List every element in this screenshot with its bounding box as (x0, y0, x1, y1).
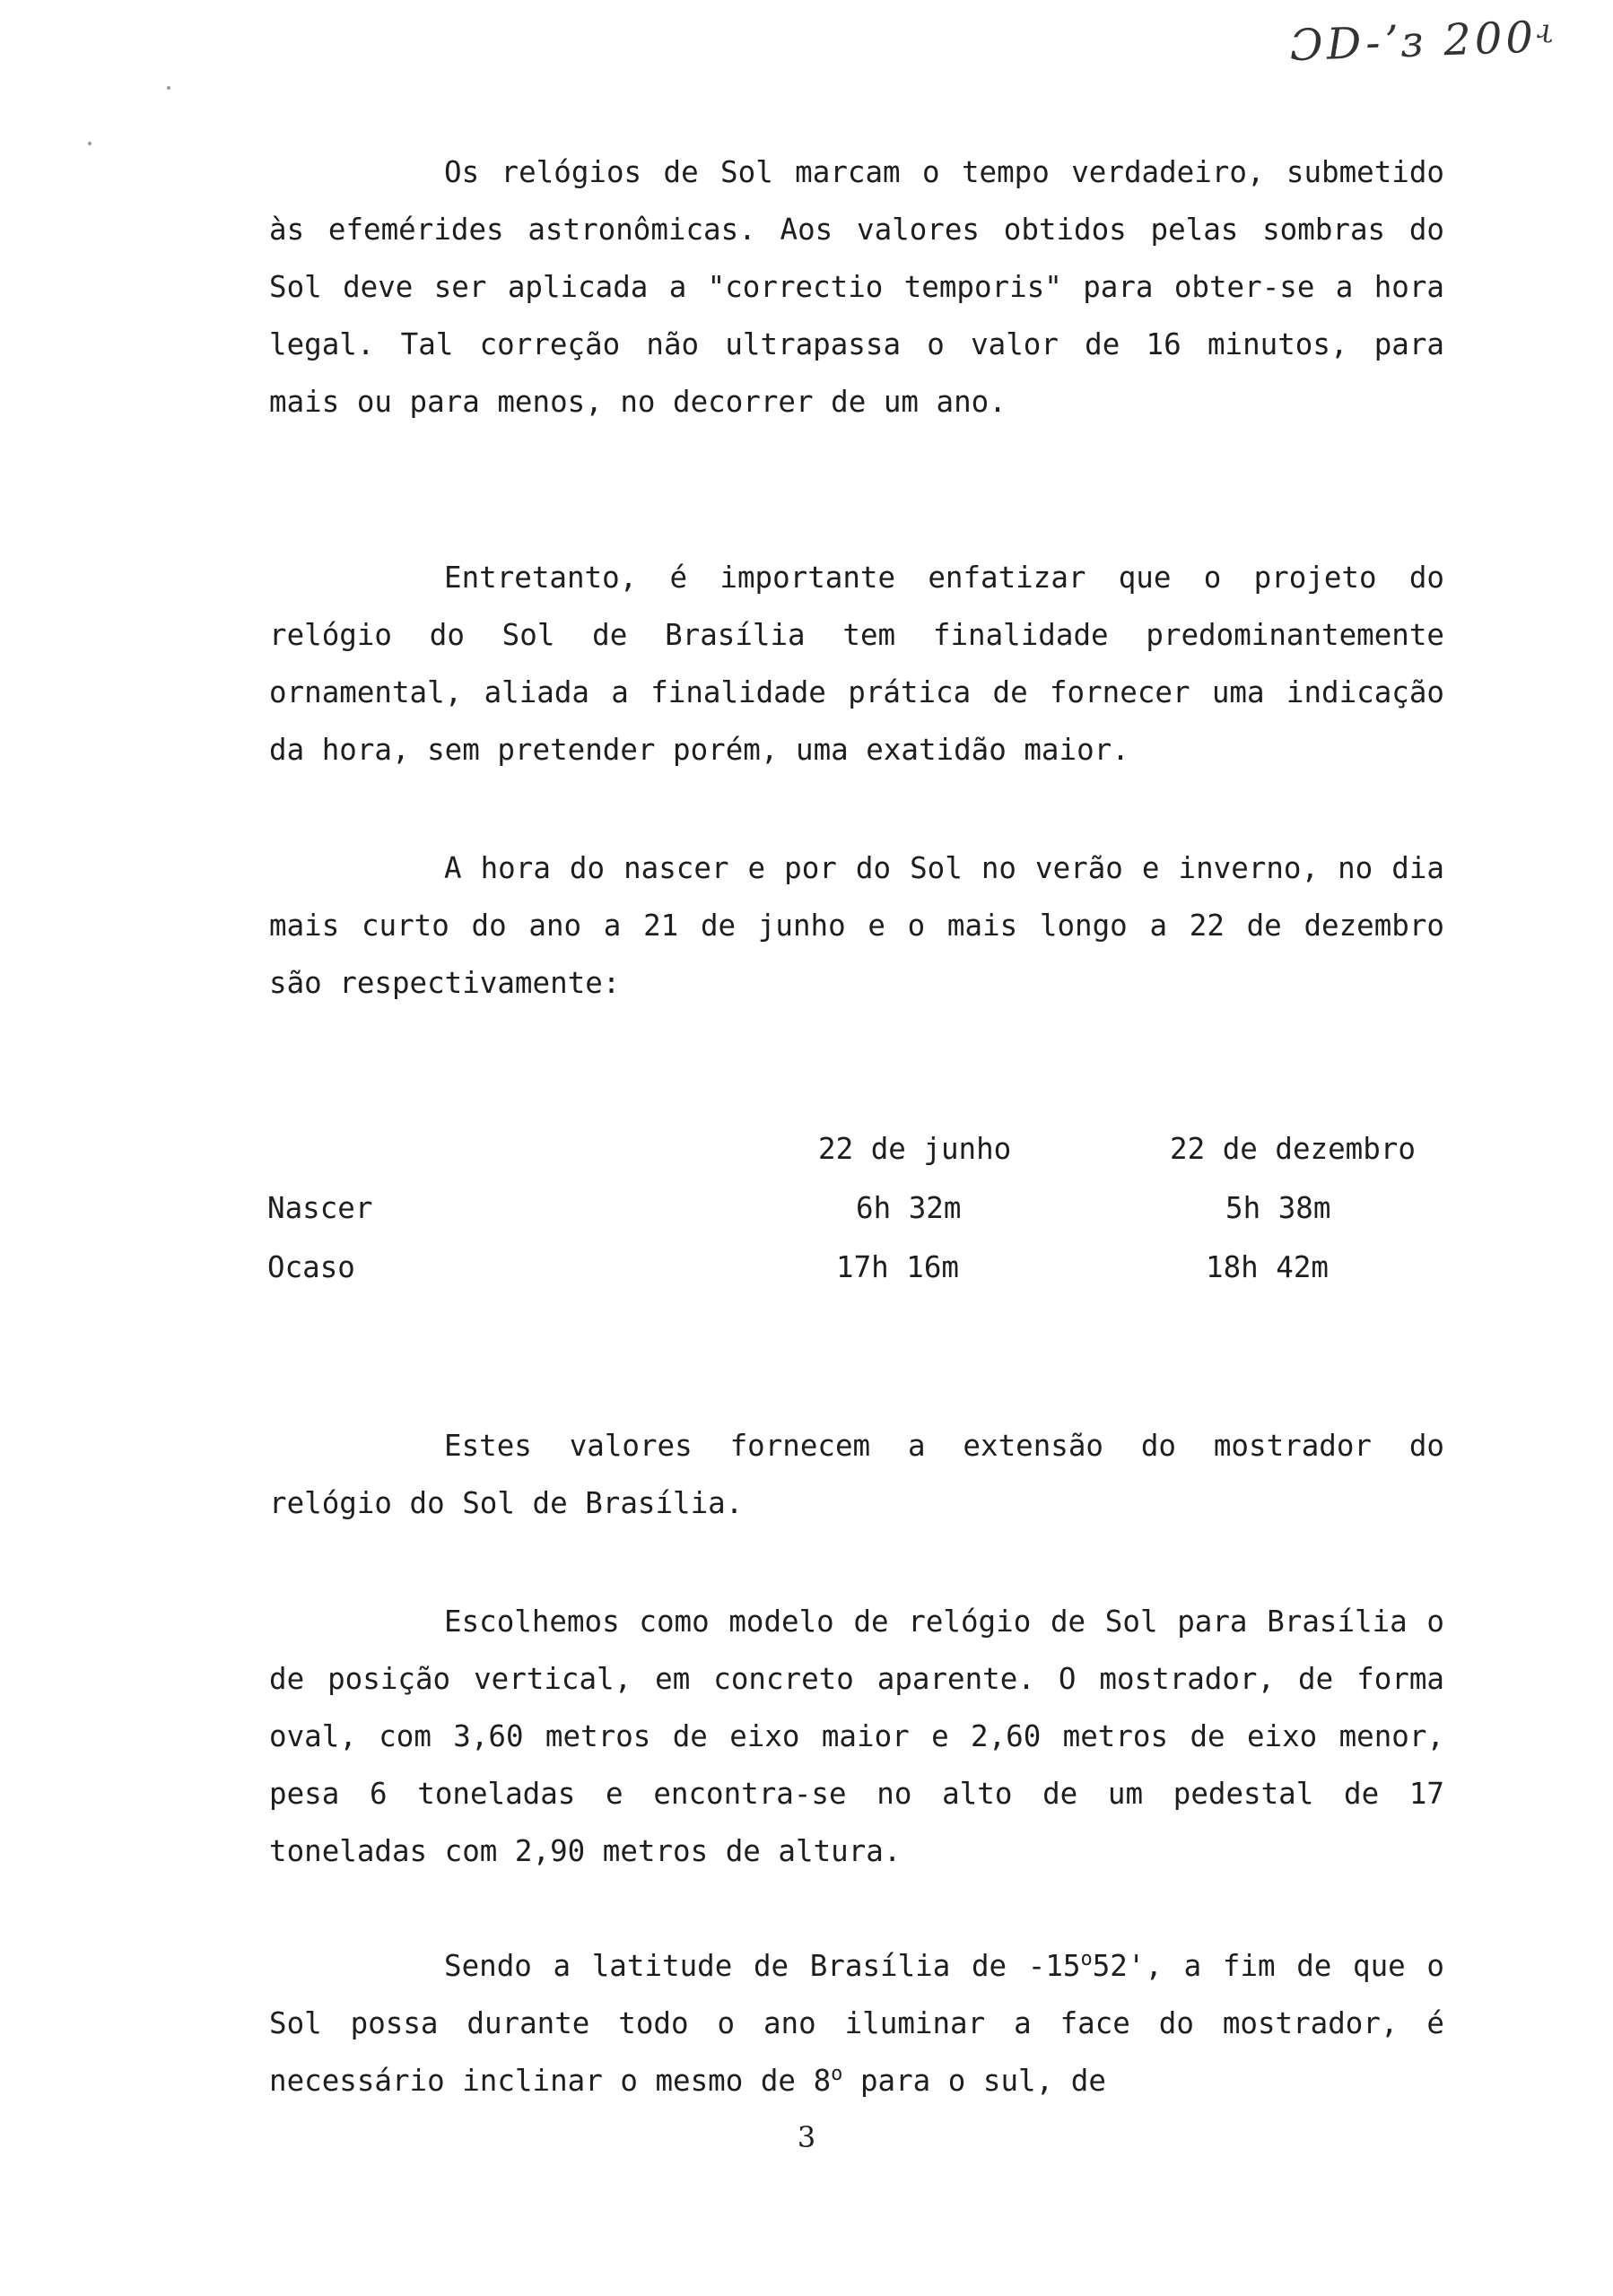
cell-junho: 6h 32m (856, 1191, 962, 1225)
cell-junho: 17h 16m (836, 1250, 959, 1284)
row-label: Nascer (267, 1191, 373, 1225)
row-label: Ocaso (267, 1250, 355, 1284)
paragraph-5: Escolhemos como modelo de relógio de Sol para Brasília o de posição vertical, em concreto aparente. O mostrador, de forma oval, com 3,60 metros de eixo maior e 2,60 metros de eixo menor, pesa 6 toneladas e encontra-se no alto de um pedestal de 17 toneladas com 2,90 metros de altura. (269, 1605, 1444, 1868)
table-header-row (267, 1132, 1460, 1191)
paragraph-1: Os relógios de Sol marcam o tempo verdadeiro, submetido às efemérides astronômicas. Aos valores obtidos pelas sombras do Sol deve ser aplicada a "correctio temporis" para obter-se a hora legal. Tal correção não ultrapassa o valor de 16 minutos, para mais ou para menos, no decorrer de um ano. (269, 155, 1444, 419)
paragraph-2: Entretanto, é importante enfatizar que o projeto do relógio do Sol de Brasília tem finalidade predominantemente ornamental, aliada a finalidade prática de fornecer uma indicação da hora, sem pretender porém, uma exatidão maior. (269, 561, 1444, 767)
scan-speck (167, 86, 170, 90)
table-row (267, 1250, 1460, 1309)
handwritten-note: ƆD-ʼɜ 200ʵ (1289, 11, 1560, 72)
page-number: 3 (797, 2120, 816, 2154)
paragraph-4: Estes valores fornecem a extensão do mostrador do relógio do Sol de Brasília. (269, 1429, 1444, 1520)
cell-dezembro: 18h 42m (1206, 1250, 1329, 1284)
table-header-dezembro: 22 de dezembro (1170, 1132, 1416, 1166)
sunrise-sunset-table (267, 1132, 1460, 1309)
paragraph-3: A hora do nascer e por do Sol no verão e inverno, no dia mais curto do ano a 21 de junho e o mais longo a 22 de dezembro são respectivamente: (269, 851, 1444, 1000)
scan-speck (88, 142, 92, 145)
table-row (267, 1191, 1460, 1250)
paragraph-6: Sendo a latitude de Brasília de -15$^o$52', a fim de que o Sol possa durante todo o ano iluminar a face do mostrador, é necessário inclinar o mesmo de 8$^o$ para o sul, de (269, 1948, 1444, 2098)
cell-dezembro: 5h 38m (1225, 1191, 1331, 1225)
table-header-junho: 22 de junho (818, 1132, 1012, 1166)
